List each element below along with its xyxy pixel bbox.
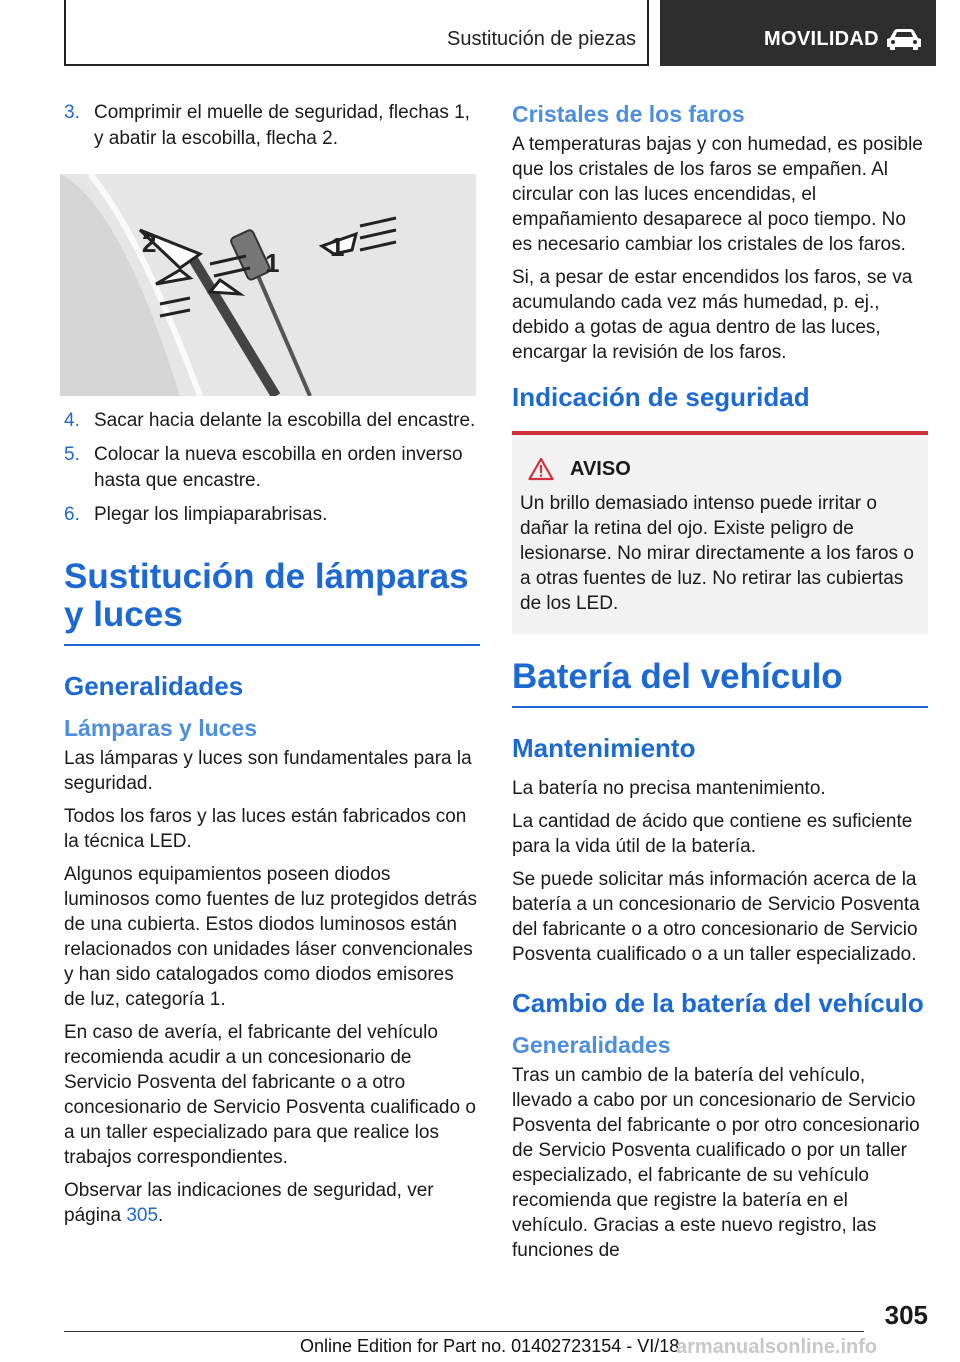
paragraph: La cantidad de ácido que contiene es suficiente para la vida útil de la batería. [512,811,913,857]
page-header [0,0,960,66]
step-number: 5. [64,444,80,465]
step-text: Sacar hacia delante la escobilla del encastre. [94,410,476,431]
paragraph: Todos los faros y las luces están fabricados con la técnica LED. [64,806,467,852]
paragraph-suffix: . [158,1205,164,1226]
car-icon [884,28,924,52]
step-number: 4. [64,410,80,431]
step-text: Plegar los limpiaparabrisas. [94,504,328,525]
paragraph: Tras un cambio de la batería del vehículo, llevado a cabo por un concesionario de Servicio Posventa del fabricante o por otro concesionario de Servicio Posventa cualificado o por un taller especializado, el fabricante de su vehículo recomienda que registre la batería en el vehículo. Gracias a este nuevo registro, las funciones de [512,1065,920,1261]
heading-cristales: Cristales de los faros [512,101,745,127]
step-6 [64,502,480,528]
header-divider-right [647,0,649,66]
step-3 [64,100,480,152]
paragraph: Las lámparas y luces son fundamentales para la seguridad. [64,748,472,794]
right-column [512,100,928,1271]
step-text: Comprimir el muelle de seguridad, flechas 1, y abatir la escobilla, flecha 2. [94,102,470,149]
step-number: 6. [64,504,80,525]
heading-indicacion-seguridad: Indicación de seguridad [512,382,810,412]
warning-title: AVISO [570,457,631,480]
heading-mantenimiento: Mantenimiento [512,733,696,763]
step-5 [64,442,480,494]
section-title-bateria: Batería del vehículo [512,658,928,708]
header-chapter-label: MOVILIDAD [764,28,879,50]
wiper-illustration [60,174,476,396]
paragraph: Se puede solicitar más información acerca de la batería a un concesionario de Servicio Posventa del fabricante o a otro concesionario de Servicio Posventa cualificado o a un taller especializado. [512,869,920,965]
heading-generalidades: Generalidades [64,671,244,701]
paragraph: Si, a pesar de estar encendidos los faros, se va acumulando cada vez más humedad, p. ej., debido a gotas de agua dentro de las luces, encargar la revisión de los faros. [512,267,913,363]
header-section-title: Sustitución de piezas [446,28,636,50]
header-rule [64,64,648,66]
warning-box [512,431,928,634]
heading-lamparas-luces: Lámparas y luces [64,715,258,741]
paragraph-safety-ref [64,1178,480,1228]
warning-header [520,457,920,481]
heading-cambio-bateria: Cambio de la batería del vehículo [512,988,924,1018]
paragraph: Algunos equipamientos poseen diodos luminosos como fuentes de luz protegidos detrás de una cubierta. Estos diodos luminosos están relacionados con unidades láser convencionales y han sido catalogados como diodos emisores de luz, categoría 1. [64,864,477,1010]
wiper-figure [60,174,476,396]
step-number: 3. [64,102,80,123]
paragraph: La batería no precisa mantenimiento. [512,778,826,799]
page-number: 305 [884,1300,928,1330]
paragraph: En caso de avería, el fabricante del vehículo recomienda acudir a un concesionario de Servicio Posventa del fabricante o a otro concesionario de Servicio Posventa cualificado o a un taller especializado para que realice los trabajos correspondientes. [64,1022,476,1168]
paragraph: A temperaturas bajas y con humedad, es posible que los cristales de los faros se empañen. Al circular con las luces encendidas, el empañamiento desaparece al poco tiempo. No es necesario cambiar los cristales de los faros. [512,134,923,255]
section-title-lamparas: Sustitución de lámparas y luces [64,558,480,646]
arrow-2-label: 2 [142,228,157,258]
warning-triangle-icon [528,457,554,481]
header-chapter-tab[interactable] [660,0,936,66]
arrow-1a-label: 1 [330,232,345,262]
heading-generalidades-bateria: Generalidades [512,1032,671,1058]
left-column [64,100,480,1236]
step-text: Colocar la nueva escobilla en orden inverso hasta que encastre. [94,444,463,491]
warning-text: Un brillo demasiado intenso puede irritar o dañar la retina del ojo. Existe peligro de lesionarse. No mirar directamente a los faros o a otras fuentes de luz. No retirar las cubiertas de los LED. [520,493,914,614]
footer-rule [64,1331,864,1332]
footer-edition: Online Edition for Part no. 01402723154 - VI/18 [300,1336,680,1356]
paragraph-text: Observar las indicaciones de seguridad, ver página [64,1180,434,1226]
footer-watermark: armanualsonline.info [676,1336,878,1358]
page-link[interactable]: 305 [126,1205,159,1226]
arrow-1b-label: 1 [265,248,280,278]
step-4 [64,408,480,434]
